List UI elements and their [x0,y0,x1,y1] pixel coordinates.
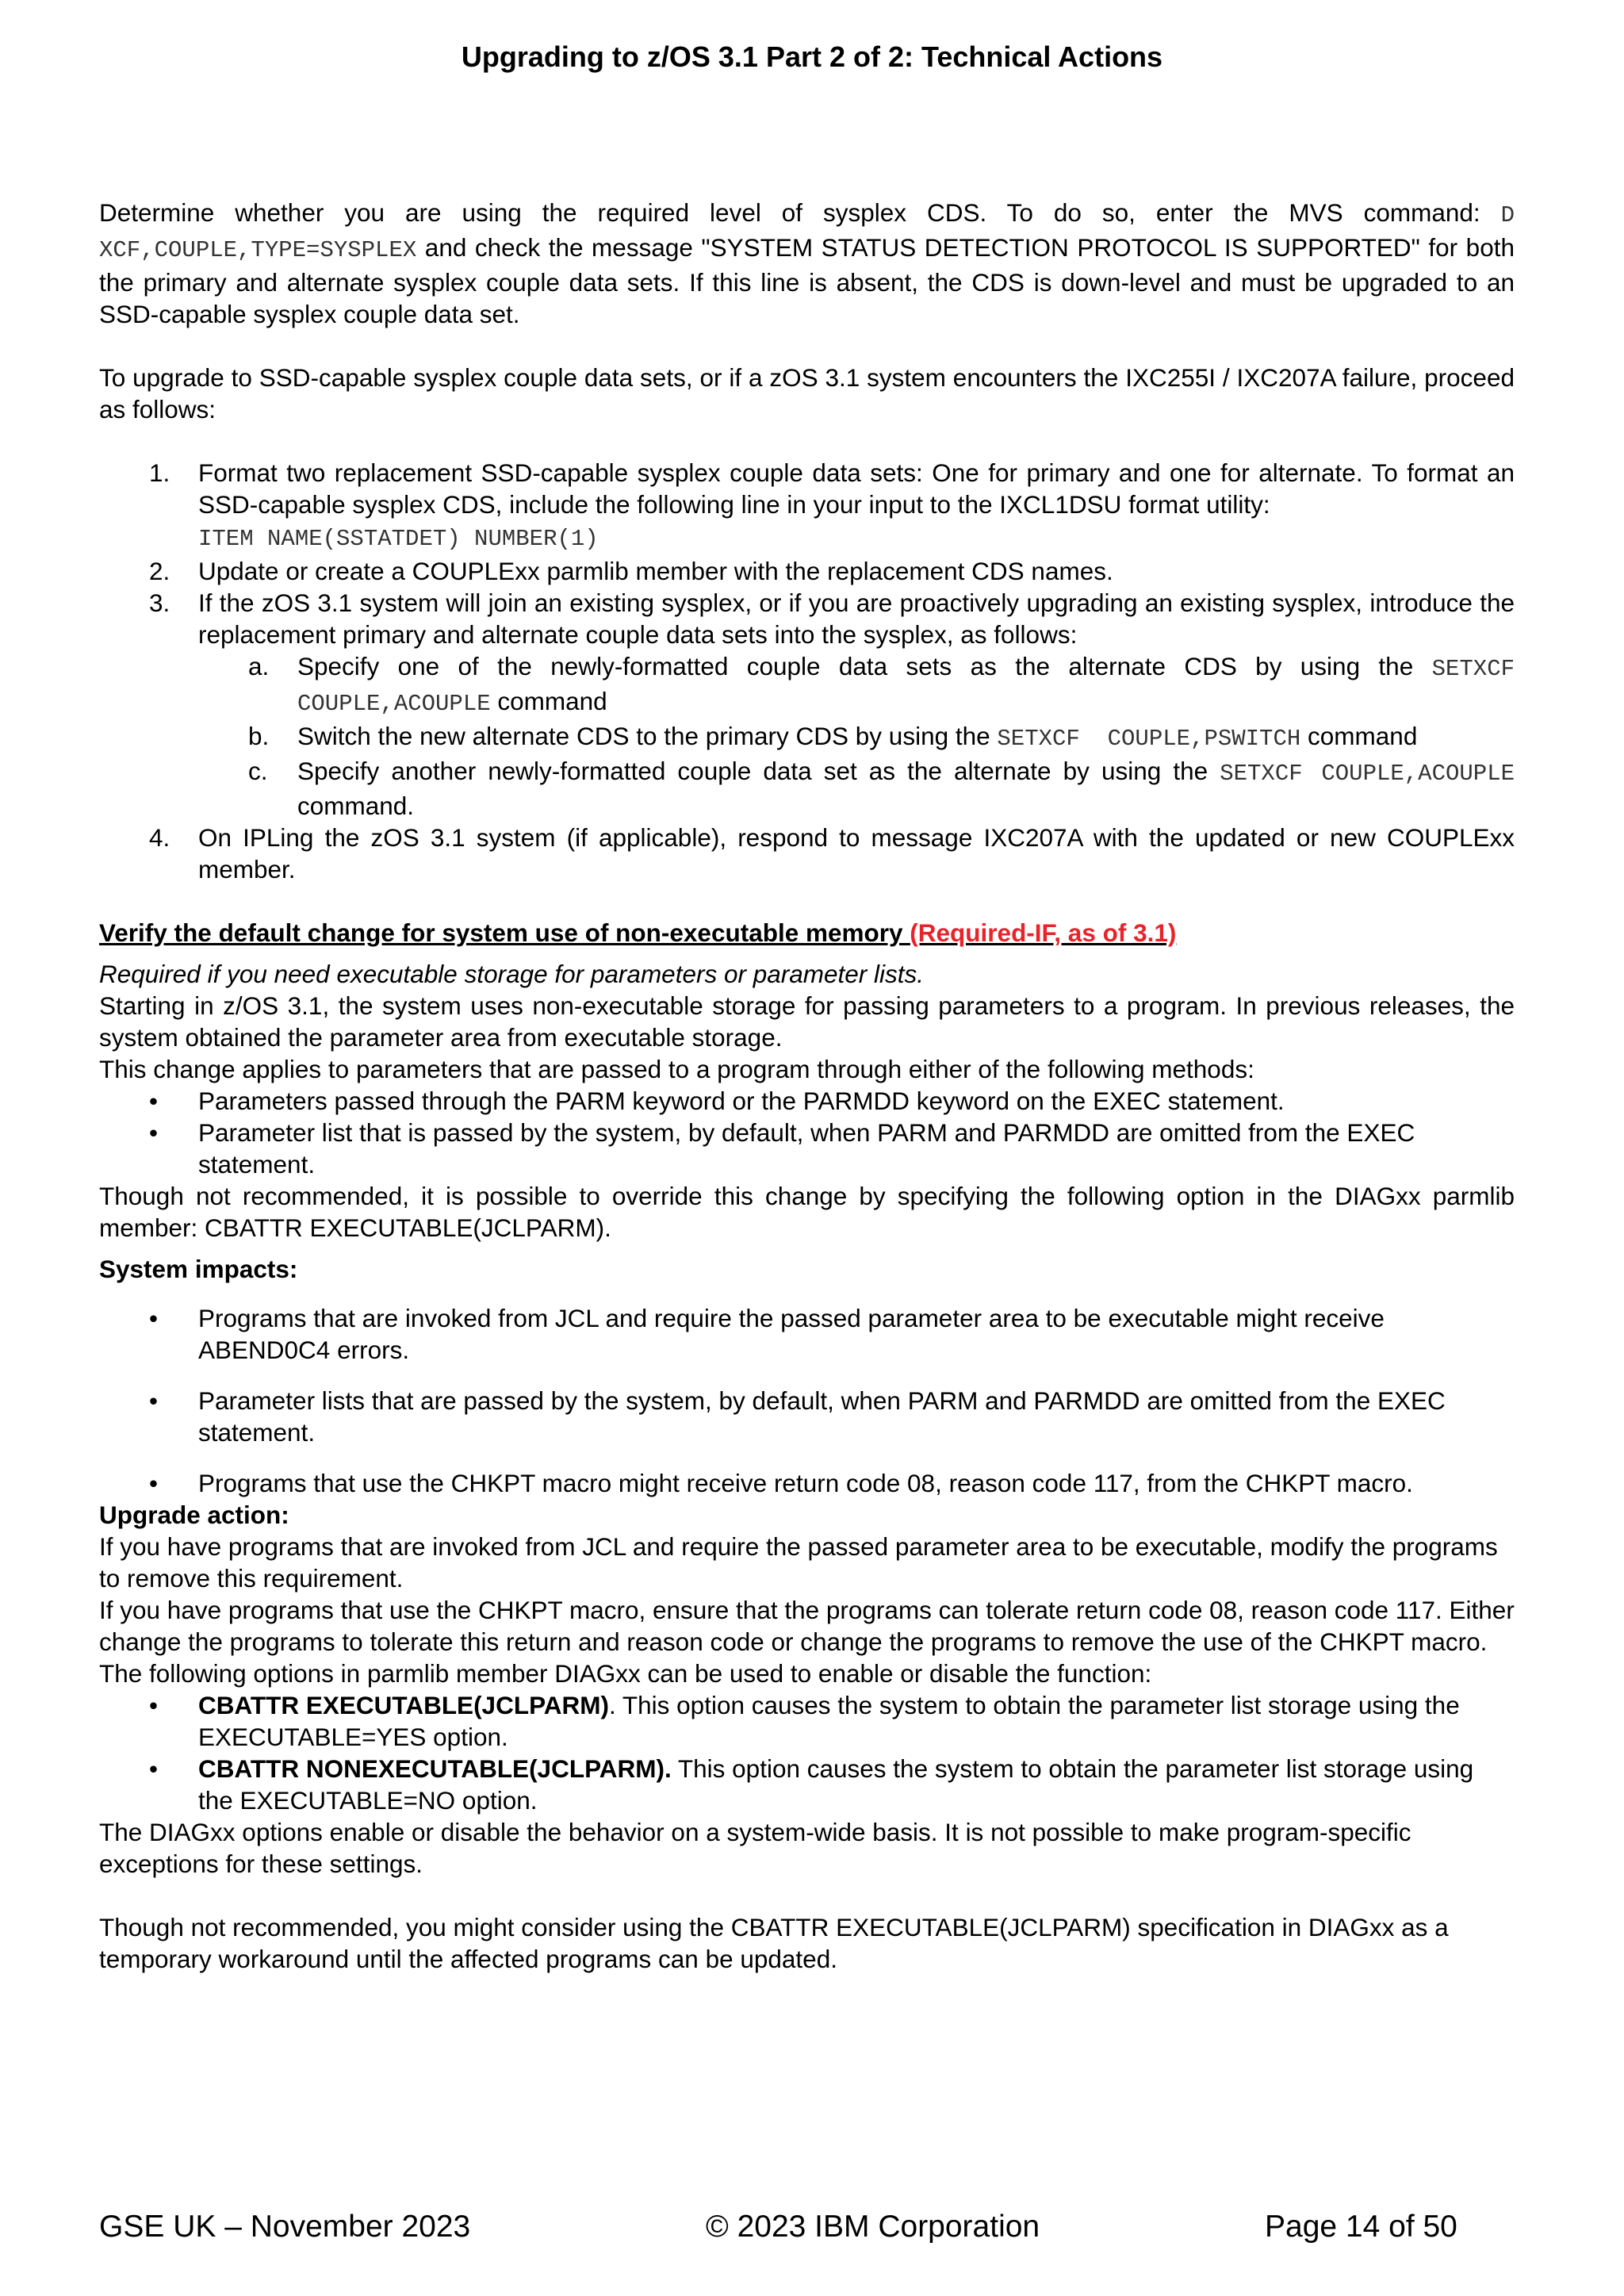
substep-marker: c. [248,757,268,785]
intro-command: D XCF,COUPLE,TYPE=SYSPLEX [99,202,1515,263]
substep-c-text: Specify another newly-formatted couple data set as the alternate by using the [297,757,1220,785]
page-body [99,197,1515,1975]
option-text: This option causes the system to obtain the parameter list storage using the EXECUTABLE=NO option. [198,1754,1474,1815]
intro-paragraph-2: To upgrade to SSD-capable sysplex couple data sets, or if a zOS 3.1 system encounters the IXC255I / IXC207A failure, proceed as follows: [99,363,1515,424]
section-heading-tag: (Required-IF, as of 3.1) [910,918,1177,947]
step-2 [149,555,1515,587]
option-name: CBATTR EXECUTABLE(JCLPARM) [198,1691,609,1719]
step-marker: 1. [149,458,170,487]
impacts-list [99,1302,1515,1499]
method-item: • Parameter list that is passed by the system, by default, when PARM and PARMDD are omitted from the EXEC statement. [198,1117,1515,1180]
action-paragraph-2: If you have programs that use the CHKPT macro, ensure that the programs can tolerate return code 08, reason code 117. Either change the programs to tolerate this return and reason code or change the programs to remove the use of the CHKPT macro. [99,1596,1515,1656]
action-paragraph-1: If you have programs that are invoked from JCL and require the passed parameter area to be executable, modify the programs to remove this requirement. [99,1532,1498,1593]
page-header-title: Upgrading to z/OS 3.1 Part 2 of 2: Technical Actions [461,40,1163,73]
substep-a-tail: command [490,687,607,715]
intro-text-a: Determine whether you are using the required level of sysplex CDS. To do so, enter the MVS command: [99,198,1501,227]
impact-item: • Parameter lists that are passed by the system, by default, when PARM and PARMDD are omitted from the EXEC statement. [198,1385,1515,1448]
options-list [99,1689,1515,1816]
step-1 [149,457,1515,555]
section-paragraph-1: Starting in z/OS 3.1, the system uses non-executable storage for passing parameters to a program. In previous releases, the system obtained the parameter area from executable storage. [99,991,1515,1052]
substep-c [248,755,1515,822]
intro-paragraph-1 [99,197,1515,330]
step-marker: 2. [149,557,170,585]
substep-c-code: SETXCF COUPLE,ACOUPLE [1220,761,1515,787]
option-item [198,1753,1515,1816]
action-paragraph-5: Though not recommended, you might consider using the CBATTR EXECUTABLE(JCLPARM) specification in DIAGxx as a temporary workaround until the affected programs can be updated. [99,1913,1449,1973]
substep-b-text: Switch the new alternate CDS to the primary CDS by using the [297,722,998,750]
option-name: CBATTR NONEXECUTABLE(JCLPARM). [198,1754,672,1783]
section-heading [99,917,1515,949]
substep-c-tail: command. [297,792,415,820]
method-item: • Parameters passed through the PARM keyword or the PARMDD keyword on the EXEC statement. [198,1085,1515,1117]
step-marker: 4. [149,823,170,852]
impacts-heading: System impacts: [99,1255,298,1283]
option-text: . This option causes the system to obtain the parameter list storage using the EXECUTABLE=YES option. [198,1691,1460,1751]
impact-item: • Programs that use the CHKPT macro might receive return code 08, reason code 117, from the CHKPT macro. [198,1467,1515,1499]
substep-a-text: Specify one of the newly-formatted couple data sets as the alternate CDS by using the [297,652,1432,680]
step-4 [149,822,1515,885]
methods-list [99,1085,1515,1180]
step-3-substeps [198,650,1515,822]
step-3-text: If the zOS 3.1 system will join an existing sysplex, or if you are proactively upgrading an existing sysplex, introduce the replacement primary and alternate couple data sets into the sysplex, as follows: [198,588,1515,649]
action-paragraph-3: The following options in parmlib member DIAGxx can be used to enable or disable the function: [99,1659,1152,1688]
option-item [198,1689,1515,1753]
section-paragraph-2: This change applies to parameters that are passed to a program through either of the following methods: [99,1055,1254,1083]
substep-a [248,650,1515,720]
footer-page-number: Page 14 of 50 [1265,2210,1457,2244]
section-heading-text: Verify the default change for system use of non-executable memory [99,918,910,947]
action-paragraph-4: The DIAGxx options enable or disable the behavior on a system-wide basis. It is not possible to make program-specific exceptions for these settings. [99,1818,1411,1878]
impact-item: • Programs that are invoked from JCL and require the passed parameter area to be executable might receive ABEND0C4 errors. [198,1302,1515,1366]
step-marker: 3. [149,588,170,617]
footer-left: GSE UK – November 2023 [99,2210,471,2244]
substep-b-tail: command [1300,722,1418,750]
section-paragraph-3: Though not recommended, it is possible to override this change by specifying the following option in the DIAGxx parmlib member: CBATTR EXECUTABLE(JCLPARM). [99,1182,1515,1242]
step-4-text: On IPLing the zOS 3.1 system (if applicable), respond to message IXC207A with the updated or new COUPLExx member. [198,823,1515,884]
step-3 [149,587,1515,822]
substep-a-code: SETXCF COUPLE,ACOUPLE [297,656,1515,717]
step-1-code: ITEM NAME(SSTATDET) NUMBER(1) [198,526,599,552]
upgrade-steps-list [99,457,1515,885]
step-1-text: Format two replacement SSD-capable sysplex couple data sets: One for primary and one for alternate. To format an SSD-capable sysplex CDS, include the following line in your input to the IXCL1DSU format utility: [198,458,1515,519]
substep-b-code: SETXCF COUPLE,PSWITCH [997,726,1301,752]
substep-marker: a. [248,652,270,680]
substep-b [248,720,1515,755]
footer-center: © 2023 IBM Corporation [706,2210,1040,2244]
intro-text-b: and check the message "SYSTEM STATUS DETECTION PROTOCOL IS SUPPORTED" for both the primary and alternate sysplex couple data sets. If this line is absent, the CDS is down-level and must be upgraded to an SSD-capable sysplex couple data set. [99,233,1515,328]
required-note: Required if you need executable storage for parameters or parameter lists. [99,960,925,988]
substep-marker: b. [248,722,270,750]
step-2-text: Update or create a COUPLExx parmlib member with the replacement CDS names. [198,557,1113,585]
action-heading: Upgrade action: [99,1501,289,1529]
